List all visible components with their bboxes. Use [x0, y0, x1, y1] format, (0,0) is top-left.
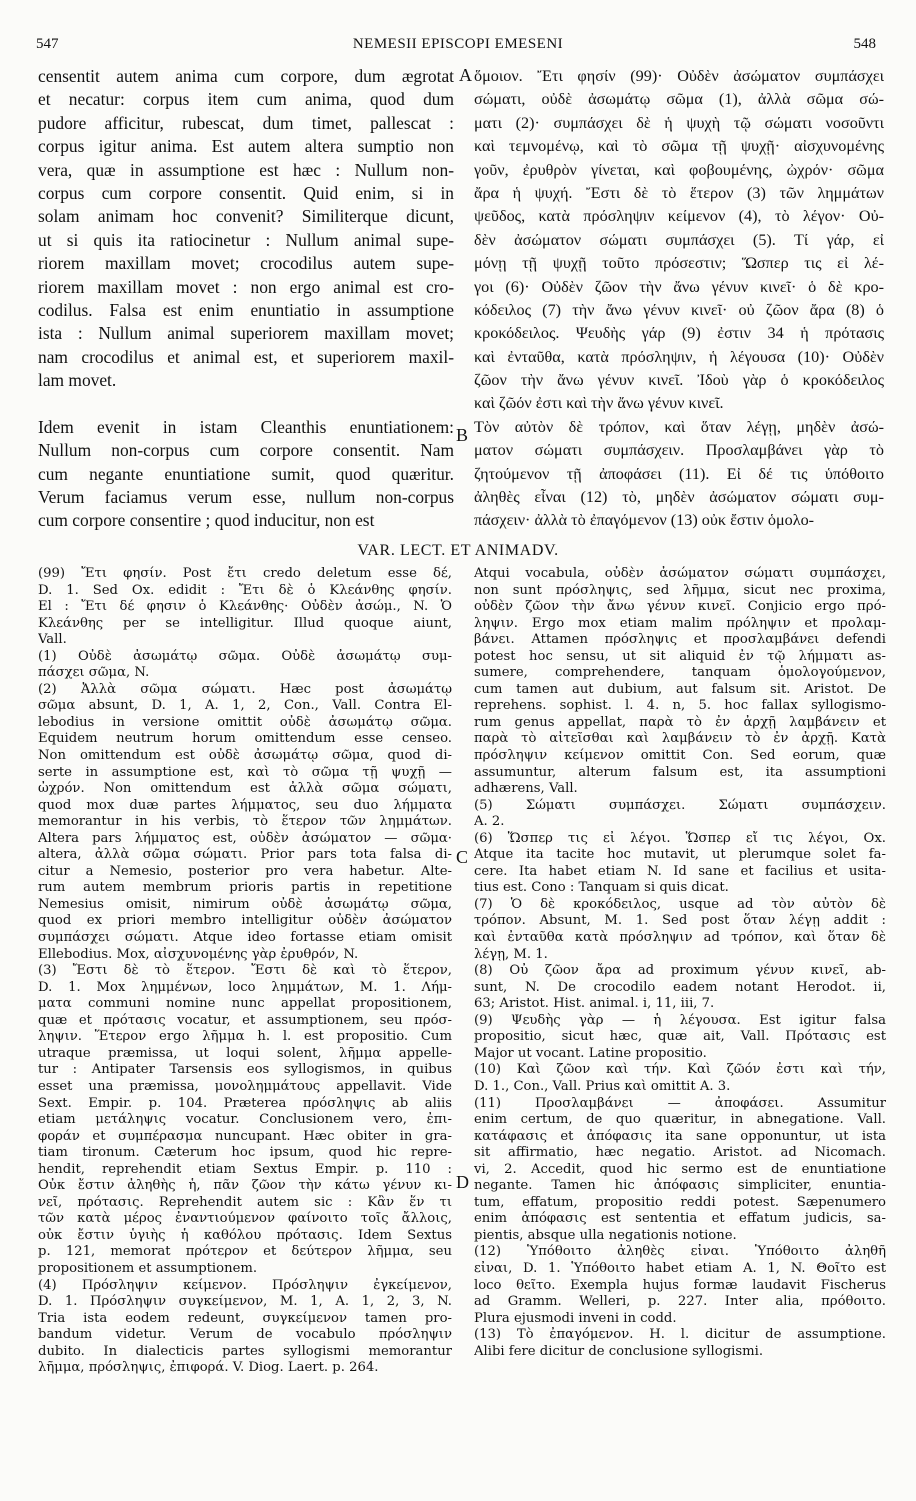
note-line: νεῖ, πρότασις. Reprehendit autem sic : Κἂν ἕν τι: [38, 1194, 452, 1210]
note-line: (10) Καὶ ζῶον καὶ τήν. Καὶ ζῶόν ἐστι καὶ τήν,: [474, 1062, 886, 1078]
latin-text-line: pudore afficitur, rubescat, dum timet, pallescat :: [38, 112, 454, 133]
note-line: altera, ἀλλὰ σῶμα σώματι. Prior pars tota falsa di-: [38, 847, 452, 863]
note-line: quæ et πρότασις vocatur, et assumptionem, seu πρόσ-: [38, 1012, 452, 1028]
note-line: lebodius in versione omittit οὐδὲ ἀσωμάτῳ σῶμα.: [38, 714, 452, 730]
note-line: propositionem et assumptionem.: [38, 1260, 258, 1276]
latin-text-line: lam movet.: [38, 370, 117, 391]
note-line: Tria ista eodem redeunt, συγκείμενον tamen pro-: [38, 1310, 452, 1326]
note-line: τῶν κατὰ μέρος ἐναντιούμενον φαίνοιτο τοῖς ἄλλοις,: [38, 1211, 452, 1227]
note-line: Vall.: [38, 632, 67, 648]
greek-text-line: ματον σώματι συμπάσχειν. Προσλαμβάνει γὰρ τὸ: [474, 441, 884, 460]
greek-text-line: δὲν ἀσώματον σώματι συμπάσχει (5). Τί γάρ, εἰ: [474, 230, 884, 249]
note-line: tiam tironum. Cæterum hoc ipsum, quod hic repre-: [38, 1145, 452, 1161]
greek-text-line: σώματι, οὐδὲ ἀσωμάτῳ σῶμα (1), ἀλλὰ σῶμα σώ-: [474, 90, 884, 109]
note-line: Οὐκ ἔστιν ἀληθὴς ἡ, πᾶν ζῶον τὴν κάτω γένυν κι-: [38, 1178, 452, 1194]
note-line: (11) Προσλαμβάνει — ἀποφάσει. Assumitur: [474, 1095, 886, 1111]
greek-text-line: καὶ ζῶόν ἐστι καὶ τὴν ἄνω γένυν κινεῖ.: [474, 394, 724, 413]
note-line: λῆμμα, πρόσληψις, ἐπιφορά. V. Diog. Laert. p. 264.: [38, 1360, 379, 1376]
note-line: propositio, sicut hæc, quæ ait, Vall. Πρότασις est: [474, 1029, 886, 1045]
note-line: Equidem neutrum horum omittendum esse censeo.: [38, 731, 452, 747]
note-line: πρόσληψιν κείμενον omittit Con. Sed eorum, quæ: [474, 748, 886, 764]
note-line: potest hoc sensu, ut sit aliquid ἐν τῷ λήμματι as-: [474, 648, 886, 664]
note-line: ad Gramm. Welleri, p. 227. Inter alia, πρόθοιτο.: [474, 1294, 886, 1310]
latin-text-line: Verum faciamus verum esse, nullum non-corpus: [38, 487, 454, 508]
note-line: D. 1. Πρόσληψιν συγκείμενον, M. 1, A. 1, 2, 3, N.: [38, 1294, 452, 1310]
greek-text-line: γοι (6)· Οὐδὲν ζῶον τὴν ἄνω γένυν κινεῖ· ὁ δὲ κρο-: [474, 277, 884, 296]
notes-heading: VAR. LECT. ET ANIMADV.: [357, 542, 559, 559]
greek-text-column: [474, 65, 884, 533]
latin-text-line: nam crocodilus et animal est, et superiorem maxil-: [38, 346, 454, 367]
note-line: Sext. Empir. p. 104. Præterea πρόσληψις ab aliis: [38, 1095, 452, 1111]
note-line: sunt, N. De crocodilo eadem notant Herodot. ii,: [474, 979, 886, 995]
note-line: φοράν et συμπέρασμα nuncupant. Hæc obiter in gra-: [38, 1128, 452, 1144]
note-line: sit affirmatio, hæc negatio. Aristot. ad Nicomach.: [474, 1145, 886, 1161]
page-number-left: 547: [36, 36, 59, 52]
latin-text-line: cum negante enuntiatione sumit, quod quæritur.: [38, 463, 454, 484]
latin-text-line: corpus igitur anima. Est autem altera sumptio non: [38, 136, 454, 157]
note-line: negante. Tamen hic ἀπόφασις simpliciter, enuntia-: [474, 1178, 886, 1194]
greek-text-line: ὅμοιον. Ἔτι φησίν (99)· Οὐδὲν ἀσώματον συμπάσχει: [474, 67, 884, 85]
note-line: λέγῃ, M. 1.: [474, 946, 548, 962]
latin-text-line: Nullum non-corpus cum corpore consentit. Nam: [38, 440, 454, 461]
note-line: (13) Τὸ ἐπαγόμενον. H. l. dicitur de assumptione.: [474, 1327, 886, 1343]
latin-text-line: Idem evenit in istam Cleanthis enuntiationem:: [38, 416, 454, 437]
note-line: Nemesius omisit, nimirum οὐδὲ ἀσωμάτῳ σῶμα,: [38, 896, 452, 912]
note-line: (4) Πρόσληψιν κείμενον. Πρόσληψιν ἐγκείμενον,: [38, 1277, 452, 1293]
latin-text-column: [38, 65, 454, 533]
note-line: (12) Ὑπόθοιτο ἀληθὲς εἶναι. Ὑπόθοιτο ἀληθῆ: [474, 1244, 886, 1260]
note-line: οὐδὲν ζῶον τὴν ἄνω γένυν κινεῖ. Conjicio ergo πρό-: [474, 599, 886, 615]
margin-letter-b: B: [456, 425, 469, 445]
note-line: σῶμα absunt, D. 1, A. 1, 2, Con., Vall. Contra El-: [38, 698, 452, 714]
latin-text-line: corpus cum corpore consentit. Quid enim, si in: [38, 182, 454, 203]
note-line: κατάφασις et ἀπόφασις ita sane opponuntur, ut ista: [474, 1128, 886, 1144]
note-line: sumere, comprehendere, tanquam ὁμολογούμενον,: [474, 665, 886, 681]
note-line: παρὰ τὸ αἰτεῖσθαι καὶ λαμβάνειν τὸ ἐν ἀρχῇ. Κατὰ: [474, 731, 886, 747]
note-line: utraque præmissa, ut loqui solent, λῆμμα appelle-: [38, 1045, 452, 1061]
latin-text-line: vera, quæ in assumptione est hæc : Nullum non-: [38, 159, 454, 180]
greek-text-line: μόνῃ τῇ ψυχῇ τοῦτο πρόσεστιν; Ὥσπερ τις εἰ λέ-: [474, 254, 884, 273]
note-line: Alibi fere dicitur de conclusione syllogismi.: [474, 1343, 764, 1359]
running-title: NEMESII EPISCOPI EMESENI: [352, 36, 564, 52]
note-line: (8) Οὐ ζῶον ἄρα ad proximum γένυν κινεῖ, ab-: [474, 963, 886, 979]
latin-text-line: codilus. Falsa est enim enuntiatio in assumptione: [38, 299, 454, 320]
greek-text-line: κροκόδειλος. Ψευδὴς γάρ (9) ἐστιν 34 ἡ πρότασις: [474, 324, 884, 343]
note-line: (2) Ἀλλὰ σῶμα σώματι. Hæc post ἀσωμάτῳ: [38, 681, 452, 697]
note-line: Ellebodius. Mox, αἰσχυνομένης γὰρ ἐρυθρόν, N.: [38, 946, 359, 962]
greek-text-line: ψεῦδος, κατὰ πρόσληψιν κείμενον (4), τὸ λέγον· Οὐ-: [474, 207, 884, 226]
note-line: hendit, reprehendit etiam Sextus Empir. p. 110 :: [38, 1161, 452, 1177]
note-line: tur : Antipater Tarsensis eos syllogismos, in quibus: [38, 1062, 452, 1078]
note-line: τρόπον. Absunt, M. 1. Sed post ὅταν λέγῃ addit :: [474, 913, 886, 929]
note-line: etiam μετάληψις vocatur. Conclusionem vero, ἐπι-: [38, 1112, 452, 1128]
note-line: non sunt πρόσληψις, sed λῆμμα, sicut nec proxima,: [474, 582, 886, 598]
latin-text-line: [38, 392, 454, 415]
note-line: adhærens, Vall.: [474, 781, 578, 797]
latin-text-line: censentit autem anima cum corpore, dum ægrotat: [38, 66, 454, 86]
note-line: Κλεάνθης per se intelligitur. Illud quoque aiunt,: [38, 615, 452, 631]
note-line: enim certum, de quo quæritur, in abnegatione. Vall.: [474, 1112, 886, 1128]
note-line: Atqui vocabula, οὐδὲν ἀσώματον σώματι συμπάσχει,: [474, 566, 886, 581]
greek-text-line: καὶ ἐνταῦθα, κατὰ πρόσληψιν, ἡ λέγουσα (10)· Οὐδὲν: [474, 347, 884, 366]
greek-text-line: ζῶον τὴν ἄνω γένυν κινεῖ. Ἰδοὺ γὰρ ὁ κροκόδειλος: [474, 371, 884, 390]
note-line: Atque ita tacite hoc mutavit, ut plerumque solet fa-: [474, 847, 886, 863]
note-line: (6) Ὥσπερ τις εἰ λέγοι. Ὥσπερ εἴ τις λέγοι, Ox.: [474, 830, 886, 846]
greek-text-line: πάσχειν· ἀλλὰ τὸ ἐπαγόμενον (13) οὐκ ἔστιν ὁμολο-: [474, 511, 815, 530]
note-line: βάνει. Attamen πρόσληψις et προσλαμβάνει defendi: [474, 632, 886, 648]
note-line: D. 1., Con., Vall. Prius καὶ omittit A. 3.: [474, 1078, 731, 1094]
greek-text-line: γοῦν, ἐρυθρὸν γίνεται, καὶ φοβουμένης, ὠχρόν· σῶμα: [474, 160, 884, 179]
margin-letter-d: D: [456, 1172, 469, 1192]
latin-text-line: cum corpore consentire ; quod inducitur, non est: [38, 510, 375, 531]
note-line: A. 2.: [474, 814, 505, 830]
note-line: πάσχει σῶμα, N.: [38, 665, 150, 681]
note-line: cum tamen aut dubium, aut falsum sit. Aristot. De: [474, 681, 886, 697]
greek-text-line: ζητούμενον τῇ ἀποφάσει (11). Εἰ δέ τις ὑπόθοιτο: [474, 464, 884, 483]
note-line: (9) Ψευδὴς γὰρ — ἡ λέγουσα. Est igitur falsa: [474, 1012, 886, 1028]
latin-text-line: ut si quis ita ratiocinetur : Nullum animal supe-: [38, 229, 454, 250]
note-line: (1) Οὐδὲ ἀσωμάτῳ σῶμα. Οὐδὲ ἀσωμάτῳ συμ-: [38, 648, 452, 664]
notes-right-column: [474, 566, 886, 1360]
note-line: loco θεῖτο. Exempla hujus formæ laudavit Fischerus: [474, 1277, 886, 1293]
note-line: serte in assumptione est, καὶ τὸ σῶμα τῇ ψυχῇ —: [38, 764, 452, 780]
note-line: (99) Ἔτι φησίν. Post ἔτι credo deletum esse δέ,: [38, 566, 452, 581]
note-line: bandum videtur. Verum de vocabulo πρόσληψιν: [38, 1327, 452, 1343]
note-line: quod ex priori membro intelligitur οὐδὲν ἀσώματον: [38, 913, 452, 929]
page-number-right: 548: [853, 36, 876, 52]
greek-text-line: ἀληθὲς εἶναι (12) τὸ, μηδὲν ἀσώματον σώματι συμ-: [474, 488, 884, 507]
note-line: reprehens. sophist. l. 4. n, 5. hoc fallax syllogismo-: [474, 698, 886, 714]
note-line: (5) Σώματι συμπάσχει. Σώματι συμπάσχειν.: [474, 797, 886, 813]
note-line: ληψιν. Ergo mox etiam malim πρόληψιν et προλαμ-: [474, 615, 886, 631]
note-line: 63; Aristot. Hist. animal. i, 11, iii, 7.: [474, 996, 715, 1012]
note-line: Major ut vocant. Latine propositio.: [474, 1045, 707, 1061]
note-line: El : Ἔτι δέ φησιν ὁ Κλεάνθης· Οὐδὲν ἀσώμ., N. Ὁ: [38, 599, 452, 615]
note-line: enim ἀπόφασις est sententia et effatum judicis, sa-: [474, 1211, 886, 1227]
greek-text-line: κόδειλος (7) τὴν ἄνω γένυν κινεῖ· οὐ ζῶον ἄρα (8) ὁ: [474, 300, 884, 319]
note-line: D. 1. Mox λημμένων, loco λημμάτων, M. 1. Λήμ-: [38, 979, 452, 995]
note-line: Altera pars λήμματος est, οὐδὲν ἀσώματον — σῶμα·: [38, 830, 452, 846]
note-line: οὐκ ἔστιν ὑγιὴς ἡ καθόλου πρότασις. Idem Sextus: [38, 1227, 452, 1243]
note-line: tum, effatum, propositio reddi potest. Sæpenumero: [474, 1194, 886, 1210]
note-line: (3) Ἔστι δὲ τὸ ἕτερον. Ἔστι δὲ καὶ τὸ ἕτερον,: [38, 963, 452, 979]
note-line: rum genus appellat, παρὰ τὸ ἐν ἀρχῇ λαμβάνειν et: [474, 714, 886, 730]
latin-text-line: solam animam hoc convenit? Similiterque dicunt,: [38, 206, 454, 227]
note-line: quod mox duæ partes λήμματος, seu duo λήμματα: [38, 797, 452, 813]
greek-text-line: ἄρα ἡ ψυχή. Ἔστι δὲ τὸ ἕτερον (3) τῶν λημμάτων: [474, 183, 884, 202]
note-line: D. 1. Sed Ox. edidit : Ἔτι δὲ ὁ Κλεάνθης φησίν.: [38, 582, 452, 598]
note-line: tius est. Cono : Tanquam si quis dicat.: [474, 880, 729, 896]
note-line: ματα communi nomine nunc appellat propositionem,: [38, 996, 452, 1012]
note-line: ὠχρόν. Non omittendum est ἀλλὰ σῶμα σώματι,: [38, 781, 452, 797]
greek-text-line: Τὸν αὐτὸν δὲ τρόπον, καὶ ὅταν λέγῃ, μηδὲν ἀσώ-: [474, 417, 884, 436]
note-line: cere. Ita habet etiam N. Id sane et facilius et usita-: [474, 863, 886, 879]
latin-text-line: riorem maxillam movet : non ergo animal est cro-: [38, 276, 454, 297]
note-line: Plura ejusmodi inveni in codd.: [474, 1310, 677, 1326]
note-line: memorantur in his verbis, τὸ ἕτερον τῶν λημμάτων.: [38, 814, 452, 830]
note-line: dubito. In dialecticis partes syllogismi memorantur: [38, 1343, 452, 1359]
note-line: εἶναι, D. 1. Ὑπόθοιτο habet etiam A. 1, N. Θοῖτο est: [474, 1260, 886, 1276]
note-line: καὶ ἐνταῦθα κατὰ πρόσληψιν ad τρόπον, καὶ ὅταν δὲ: [474, 930, 886, 946]
greek-text-line: καὶ τεμνομένῳ, καὶ τὸ σῶμα τῇ ψυχῇ· αἰσχυνομένης: [474, 137, 884, 156]
note-line: vi, 2. Accedit, quod hic sermo est de enuntiatione: [474, 1161, 886, 1177]
note-line: rum autem membrum prioris partis in repetitione: [38, 880, 452, 896]
latin-text-line: riorem maxillam movet; crocodilus autem supe-: [38, 253, 454, 274]
note-line: Non omittendum est οὐδὲ ἀσωμάτῳ σῶμα, quod di-: [38, 748, 452, 764]
note-line: assumuntur, alterum falsum est, ita assumptioni: [474, 764, 886, 780]
note-line: citur a Nemesio, posterior pro vera habetur. Alte-: [38, 863, 452, 879]
notes-left-column: [38, 566, 452, 1377]
greek-text-line: ματι (2)· συμπάσχει δὲ ἡ ψυχὴ τῷ σώματι νοσοῦντι: [474, 113, 884, 132]
latin-text-line: ista : Nullum animal superiorem maxillam movet;: [38, 323, 454, 344]
note-line: pientis, absque ulla negationis notione.: [474, 1227, 737, 1243]
note-line: συμπάσχει σώματι. Atque ideo fortasse etiam omisit: [38, 930, 452, 946]
margin-letter-a: A: [459, 65, 472, 85]
note-line: p. 121, memorat πρότερον et δεύτερον λῆμμα, seu: [38, 1244, 452, 1260]
note-line: esset una præmissa, μονολημμάτους appellavit. Vide: [38, 1078, 452, 1094]
note-line: (7) Ὁ δὲ κροκόδειλος, usque ad τὸν αὐτὸν δὲ: [474, 896, 886, 912]
note-line: ληψιν. Ἕτερον ergo λῆμμα h. l. est propositio. Cum: [38, 1029, 452, 1045]
latin-text-line: et necatur: corpus item cum anima, quod dum: [38, 89, 454, 110]
margin-letter-c: C: [456, 847, 469, 867]
